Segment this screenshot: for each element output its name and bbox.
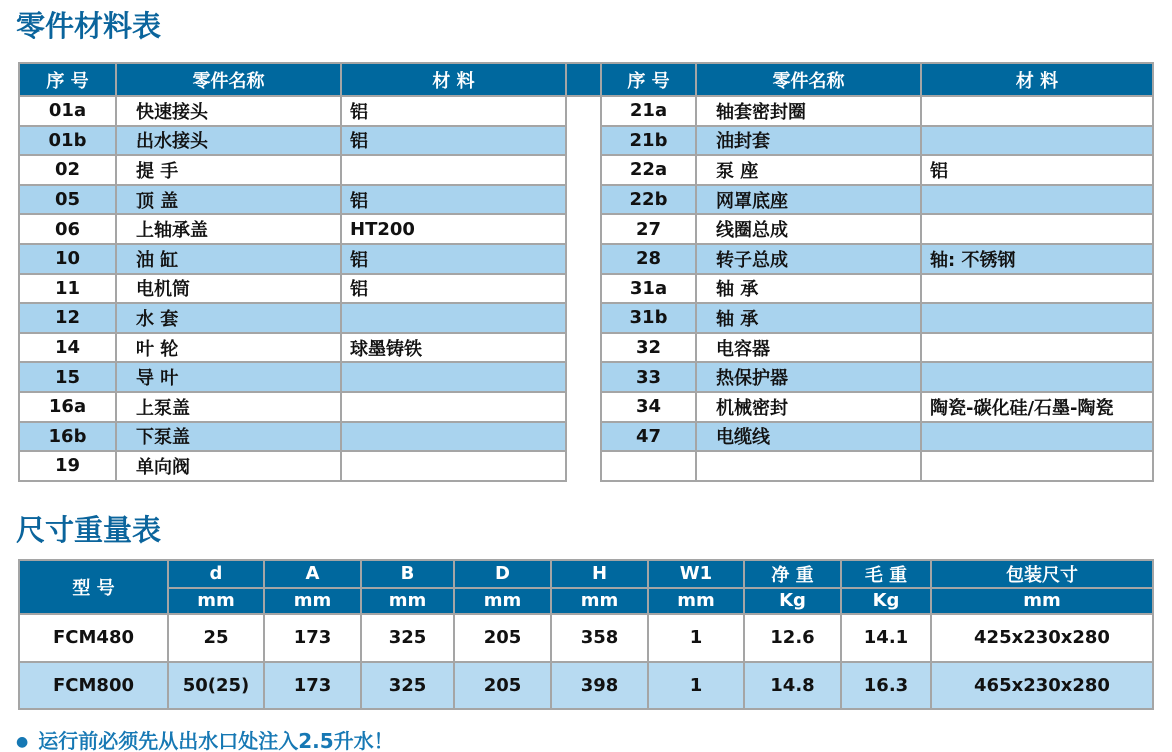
- serial-cell: 31a: [601, 274, 696, 304]
- spacer-cell: [566, 362, 601, 392]
- spacer-cell: [566, 96, 601, 126]
- value-cell: 1: [648, 662, 744, 710]
- name-cell: [696, 451, 921, 481]
- serial-cell: 33: [601, 362, 696, 392]
- spacer-cell: [566, 155, 601, 185]
- parts-table-row: [19, 362, 1153, 392]
- value-cell: 205: [454, 662, 551, 710]
- dim-col-unit: Kg: [841, 588, 931, 615]
- serial-cell: 27: [601, 214, 696, 244]
- value-cell: 205: [454, 614, 551, 662]
- col-header-name-right: 零件名称: [696, 63, 921, 96]
- name-cell: 下泵盖: [116, 422, 341, 452]
- material-cell: 球墨铸铁: [341, 333, 566, 363]
- dim-col-label: 包装尺寸: [931, 560, 1153, 588]
- spacer-cell: [566, 333, 601, 363]
- parts-table-row: [19, 274, 1153, 304]
- name-cell: 电缆线: [696, 422, 921, 452]
- serial-cell: [601, 451, 696, 481]
- parts-table-row: [19, 214, 1153, 244]
- name-cell: 轴套密封圈: [696, 96, 921, 126]
- material-cell: HT200: [341, 214, 566, 244]
- serial-cell: 14: [19, 333, 116, 363]
- value-cell: 14.8: [744, 662, 841, 710]
- serial-cell: 10: [19, 244, 116, 274]
- name-cell: 单向阀: [116, 451, 341, 481]
- name-cell: 轴 承: [696, 274, 921, 304]
- material-cell: [921, 96, 1153, 126]
- material-cell: [341, 303, 566, 333]
- dims-table-body: [19, 614, 1153, 709]
- parts-table-row: [19, 333, 1153, 363]
- dim-col-label: A: [264, 560, 361, 588]
- serial-cell: 22a: [601, 155, 696, 185]
- name-cell: 热保护器: [696, 362, 921, 392]
- material-cell: [341, 392, 566, 422]
- value-cell: 398: [551, 662, 648, 710]
- serial-cell: 06: [19, 214, 116, 244]
- serial-cell: 21a: [601, 96, 696, 126]
- name-cell: 电机筒: [116, 274, 341, 304]
- material-cell: 铝: [341, 274, 566, 304]
- value-cell: 173: [264, 614, 361, 662]
- model-cell: FCM800: [19, 662, 168, 710]
- material-cell: [921, 214, 1153, 244]
- dim-col-label: 净 重: [744, 560, 841, 588]
- col-header-serial-left: 序 号: [19, 63, 116, 96]
- name-cell: 出水接头: [116, 126, 341, 156]
- name-cell: 叶 轮: [116, 333, 341, 363]
- value-cell: 173: [264, 662, 361, 710]
- dimensions-weight-table: [18, 559, 1154, 711]
- dim-col-unit: mm: [361, 588, 454, 615]
- dims-table-row: [19, 614, 1153, 662]
- dim-col-unit: mm: [168, 588, 264, 615]
- note-text: 运行前必须先从出水口处注入2.5升水！: [38, 729, 394, 752]
- parts-table-row: [19, 155, 1153, 185]
- value-cell: 50(25): [168, 662, 264, 710]
- parts-table-body: [19, 96, 1153, 481]
- material-cell: [341, 155, 566, 185]
- name-cell: 快速接头: [116, 96, 341, 126]
- value-cell: 425x230x280: [931, 614, 1153, 662]
- spacer-cell: [566, 185, 601, 215]
- value-cell: 325: [361, 662, 454, 710]
- serial-cell: 31b: [601, 303, 696, 333]
- name-cell: 网罩底座: [696, 185, 921, 215]
- serial-cell: 12: [19, 303, 116, 333]
- spacer-cell: [566, 422, 601, 452]
- note: [16, 725, 1172, 752]
- dim-col-unit: mm: [454, 588, 551, 615]
- value-cell: 25: [168, 614, 264, 662]
- serial-cell: 11: [19, 274, 116, 304]
- parts-table-row: [19, 185, 1153, 215]
- material-cell: [921, 274, 1153, 304]
- value-cell: 16.3: [841, 662, 931, 710]
- parts-table-row: [19, 126, 1153, 156]
- material-cell: [921, 126, 1153, 156]
- serial-cell: 34: [601, 392, 696, 422]
- dims-header-row-labels: [19, 560, 1153, 588]
- serial-cell: 01b: [19, 126, 116, 156]
- name-cell: 油封套: [696, 126, 921, 156]
- dims-header-row-units: [19, 588, 1153, 615]
- serial-cell: 19: [19, 451, 116, 481]
- model-cell: FCM480: [19, 614, 168, 662]
- dim-col-unit: Kg: [744, 588, 841, 615]
- serial-cell: 32: [601, 333, 696, 363]
- name-cell: 导 叶: [116, 362, 341, 392]
- material-cell: [921, 362, 1153, 392]
- name-cell: 轴 承: [696, 303, 921, 333]
- name-cell: 转子总成: [696, 244, 921, 274]
- serial-cell: 47: [601, 422, 696, 452]
- bullet-icon: ●: [16, 734, 29, 751]
- name-cell: 泵 座: [696, 155, 921, 185]
- col-header-material-right: 材 料: [921, 63, 1153, 96]
- spacer-cell: [566, 392, 601, 422]
- parts-table-row: [19, 96, 1153, 126]
- serial-cell: 05: [19, 185, 116, 215]
- parts-table-row: [19, 392, 1153, 422]
- value-cell: 1: [648, 614, 744, 662]
- dim-col-unit: mm: [931, 588, 1153, 615]
- value-cell: 358: [551, 614, 648, 662]
- material-cell: [921, 185, 1153, 215]
- parts-table-row: [19, 244, 1153, 274]
- dim-col-label: d: [168, 560, 264, 588]
- material-cell: [921, 422, 1153, 452]
- serial-cell: 22b: [601, 185, 696, 215]
- material-cell: 陶瓷-碳化硅/石墨-陶瓷: [921, 392, 1153, 422]
- material-cell: 铝: [341, 185, 566, 215]
- name-cell: 线圈总成: [696, 214, 921, 244]
- parts-header-row: [19, 63, 1153, 96]
- dim-col-unit: mm: [648, 588, 744, 615]
- dim-col-label: 毛 重: [841, 560, 931, 588]
- dim-col-label: B: [361, 560, 454, 588]
- spacer-header-cell: [566, 63, 601, 96]
- parts-table-row: [19, 422, 1153, 452]
- col-header-material-left: 材 料: [341, 63, 566, 96]
- spacer-cell: [566, 303, 601, 333]
- spacer-cell: [566, 451, 601, 481]
- value-cell: 325: [361, 614, 454, 662]
- name-cell: 油 缸: [116, 244, 341, 274]
- name-cell: 顶 盖: [116, 185, 341, 215]
- material-cell: [341, 451, 566, 481]
- spacer-cell: [566, 244, 601, 274]
- parts-materials-table: [18, 62, 1154, 482]
- parts-table-row: [19, 303, 1153, 333]
- name-cell: 上泵盖: [116, 392, 341, 422]
- spacer-cell: [566, 274, 601, 304]
- spacer-cell: [566, 126, 601, 156]
- name-cell: 电容器: [696, 333, 921, 363]
- serial-cell: 28: [601, 244, 696, 274]
- dimensions-table-title: 尺寸重量表: [16, 512, 162, 547]
- serial-cell: 16a: [19, 392, 116, 422]
- material-cell: 铝: [341, 126, 566, 156]
- col-header-name-left: 零件名称: [116, 63, 341, 96]
- dim-col-label: W1: [648, 560, 744, 588]
- dim-col-unit: mm: [551, 588, 648, 615]
- name-cell: 机械密封: [696, 392, 921, 422]
- material-cell: 铝: [341, 96, 566, 126]
- material-cell: 铝: [341, 244, 566, 274]
- dim-col-label: D: [454, 560, 551, 588]
- name-cell: 上轴承盖: [116, 214, 341, 244]
- value-cell: 12.6: [744, 614, 841, 662]
- dim-col-unit: mm: [264, 588, 361, 615]
- value-cell: 465x230x280: [931, 662, 1153, 710]
- col-header-model: 型 号: [19, 560, 168, 615]
- material-cell: [921, 451, 1153, 481]
- material-cell: 铝: [921, 155, 1153, 185]
- name-cell: 提 手: [116, 155, 341, 185]
- name-cell: 水 套: [116, 303, 341, 333]
- dims-table-row: [19, 662, 1153, 710]
- parts-table-row: [19, 451, 1153, 481]
- material-cell: [341, 362, 566, 392]
- serial-cell: 02: [19, 155, 116, 185]
- material-cell: [341, 422, 566, 452]
- spacer-cell: [566, 214, 601, 244]
- serial-cell: 21b: [601, 126, 696, 156]
- value-cell: 14.1: [841, 614, 931, 662]
- material-cell: [921, 333, 1153, 363]
- material-cell: 轴: 不锈钢: [921, 244, 1153, 274]
- dim-col-label: H: [551, 560, 648, 588]
- serial-cell: 16b: [19, 422, 116, 452]
- serial-cell: 15: [19, 362, 116, 392]
- col-header-serial-right: 序 号: [601, 63, 696, 96]
- material-cell: [921, 303, 1153, 333]
- serial-cell: 01a: [19, 96, 116, 126]
- parts-table-title: 零件材料表: [16, 9, 162, 43]
